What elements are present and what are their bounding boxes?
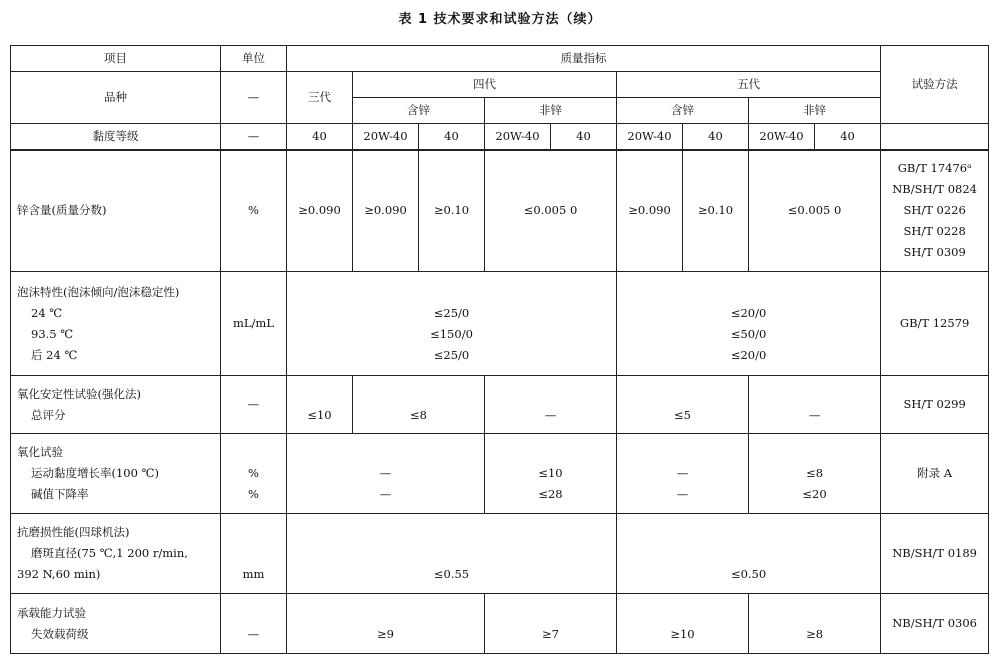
ox-gen4-nonzinc-1: ≤10 bbox=[538, 466, 563, 480]
foam-gen34-2: ≤150/0 bbox=[430, 326, 473, 341]
zinc-method-3: SH/T 0226 bbox=[903, 203, 966, 218]
foam-unit: mL/mL bbox=[221, 272, 287, 376]
grade-gen5-nonzinc-b: 40 bbox=[815, 124, 881, 150]
ox-sub-1: 运动黏度增长率(100 ℃) bbox=[31, 466, 159, 480]
oxs-gen5-nonzinc bbox=[749, 376, 881, 434]
header-gen4-nonzinc: 非锌 bbox=[485, 98, 617, 124]
wear-unit-val: mm bbox=[242, 567, 265, 581]
table-caption: 表 1 技术要求和试验方法（续） bbox=[398, 12, 602, 27]
load-gen4-nonzinc bbox=[485, 594, 617, 654]
ox-gen34-zinc bbox=[287, 434, 485, 514]
foam-sub-2: 93.5 ℃ bbox=[31, 326, 74, 341]
header-test-method: 试验方法 bbox=[881, 46, 989, 124]
grade-gen5-zinc-a: 20W-40 bbox=[617, 124, 683, 150]
header-row-2 bbox=[11, 72, 989, 98]
load-sub: 失效载荷级 bbox=[31, 626, 89, 641]
zinc-gen4-nonzinc: ≤0.005 0 bbox=[485, 150, 617, 272]
header-variety-unit: — bbox=[221, 72, 287, 124]
wear-item bbox=[11, 514, 221, 594]
ox-unit-1: % bbox=[248, 466, 259, 480]
grade-gen4-nonzinc-a: 20W-40 bbox=[485, 124, 551, 150]
header-variety: 品种 bbox=[11, 72, 221, 124]
tech-requirements-table bbox=[10, 45, 989, 654]
ox-gen5-nonzinc bbox=[749, 434, 881, 514]
ox-sub-2: 碱值下降率 bbox=[31, 487, 89, 501]
foam-gen34-3: ≤25/0 bbox=[433, 347, 470, 362]
load-gen5-nonzinc-val: ≥8 bbox=[806, 626, 824, 641]
header-grade: 黏度等级 bbox=[11, 124, 221, 150]
oxs-gen3-val: ≤10 bbox=[307, 407, 332, 422]
oxs-gen5-zinc-val: ≤5 bbox=[674, 407, 691, 422]
load-gen5-zinc-val: ≥10 bbox=[670, 626, 695, 641]
ox-gen34-zinc-1: — bbox=[379, 466, 392, 480]
zinc-method-5: SH/T 0309 bbox=[903, 245, 966, 260]
oxs-unit: — bbox=[221, 376, 287, 434]
zinc-method-1: GB/T 17476ᵃ bbox=[897, 161, 972, 176]
ox-gen5-zinc-1: — bbox=[676, 466, 689, 480]
header-gen4: 四代 bbox=[353, 72, 617, 98]
grade-gen3: 40 bbox=[287, 124, 353, 150]
header-gen4-zinc: 含锌 bbox=[353, 98, 485, 124]
row-wear bbox=[11, 514, 989, 594]
zinc-method-4: SH/T 0228 bbox=[903, 224, 966, 239]
row-zinc-content bbox=[11, 150, 989, 272]
header-unit: 单位 bbox=[221, 46, 287, 72]
zinc-unit: % bbox=[221, 150, 287, 272]
header-item: 项目 bbox=[11, 46, 221, 72]
foam-gen5-3: ≤20/0 bbox=[730, 347, 767, 362]
zinc-gen5-zinc-a: ≥0.090 bbox=[617, 150, 683, 272]
zinc-gen5-nonzinc: ≤0.005 0 bbox=[749, 150, 881, 272]
oxs-item bbox=[11, 376, 221, 434]
load-title: 承载能力试验 bbox=[17, 605, 86, 620]
oxs-gen4-nonzinc-val: — bbox=[544, 407, 557, 422]
load-gen5-nonzinc bbox=[749, 594, 881, 654]
foam-method: GB/T 12579 bbox=[881, 272, 989, 376]
ox-item bbox=[11, 434, 221, 514]
grade-gen4-nonzinc-b: 40 bbox=[551, 124, 617, 150]
grade-gen5-nonzinc-a: 20W-40 bbox=[749, 124, 815, 150]
zinc-item: 锌含量(质量分数) bbox=[11, 150, 221, 272]
oxs-gen5-zinc bbox=[617, 376, 749, 434]
row-oxid-stability bbox=[11, 376, 989, 434]
grade-method-empty bbox=[881, 124, 989, 150]
oxs-title: 氧化安定性试验(强化法) bbox=[17, 386, 141, 401]
ox-gen5-nonzinc-2: ≤20 bbox=[802, 487, 827, 501]
header-gen3: 三代 bbox=[287, 72, 353, 124]
ox-title: 氧化试验 bbox=[17, 445, 63, 459]
grade-gen5-zinc-b: 40 bbox=[683, 124, 749, 150]
wear-gen5 bbox=[617, 514, 881, 594]
wear-sub-1: 磨斑直径(75 ℃,1 200 r/min, bbox=[31, 546, 188, 560]
ox-unit bbox=[221, 434, 287, 514]
load-unit bbox=[221, 594, 287, 654]
ox-gen34-zinc-2: — bbox=[379, 487, 392, 501]
header-row-1 bbox=[11, 46, 989, 72]
header-gen5-zinc: 含锌 bbox=[617, 98, 749, 124]
ox-unit-2: % bbox=[248, 487, 259, 501]
foam-gen34 bbox=[287, 272, 617, 376]
ox-gen5-zinc-2: — bbox=[676, 487, 689, 501]
load-gen34-zinc bbox=[287, 594, 485, 654]
zinc-method-2: NB/SH/T 0824 bbox=[892, 182, 977, 197]
foam-gen5 bbox=[617, 272, 881, 376]
zinc-gen3: ≥0.090 bbox=[287, 150, 353, 272]
ox-gen5-nonzinc-1: ≤8 bbox=[806, 466, 824, 480]
foam-gen34-1: ≤25/0 bbox=[433, 305, 470, 320]
oxs-sub: 总评分 bbox=[31, 407, 66, 422]
header-quality: 质量指标 bbox=[287, 46, 881, 72]
zinc-gen4-zinc-a: ≥0.090 bbox=[353, 150, 419, 272]
grade-gen4-zinc-b: 40 bbox=[419, 124, 485, 150]
oxs-gen5-nonzinc-val: — bbox=[808, 407, 821, 422]
wear-gen34-val: ≤0.55 bbox=[433, 567, 470, 581]
oxs-gen4-zinc-val: ≤8 bbox=[410, 407, 427, 422]
row-oxidation bbox=[11, 434, 989, 514]
load-method: NB/SH/T 0306 bbox=[881, 594, 989, 654]
row-foam bbox=[11, 272, 989, 376]
header-row-grade bbox=[11, 124, 989, 150]
load-item bbox=[11, 594, 221, 654]
ox-gen4-nonzinc-2: ≤28 bbox=[538, 487, 563, 501]
foam-sub-1: 24 ℃ bbox=[31, 305, 63, 320]
wear-sub-2: 392 N,60 min) bbox=[17, 567, 101, 581]
foam-title: 泡沫特性(泡沫倾向/泡沫稳定性) bbox=[17, 284, 180, 299]
ox-method: 附录 A bbox=[881, 434, 989, 514]
wear-gen5-val: ≤0.50 bbox=[730, 567, 767, 581]
grade-gen4-zinc-a: 20W-40 bbox=[353, 124, 419, 150]
foam-sub-3: 后 24 ℃ bbox=[31, 347, 78, 362]
load-unit-val: — bbox=[247, 626, 260, 641]
oxs-gen4-nonzinc bbox=[485, 376, 617, 434]
wear-method: NB/SH/T 0189 bbox=[881, 514, 989, 594]
foam-gen5-2: ≤50/0 bbox=[730, 326, 767, 341]
ox-gen5-zinc bbox=[617, 434, 749, 514]
load-gen4-nonzinc-val: ≥7 bbox=[542, 626, 559, 641]
oxs-gen4-zinc bbox=[353, 376, 485, 434]
oxs-gen3 bbox=[287, 376, 353, 434]
header-grade-unit: — bbox=[221, 124, 287, 150]
load-gen5-zinc bbox=[617, 594, 749, 654]
header-gen5: 五代 bbox=[617, 72, 881, 98]
wear-gen34 bbox=[287, 514, 617, 594]
wear-unit bbox=[221, 514, 287, 594]
foam-gen5-1: ≤20/0 bbox=[730, 305, 767, 320]
zinc-gen4-zinc-b: ≥0.10 bbox=[419, 150, 485, 272]
zinc-gen5-zinc-b: ≥0.10 bbox=[683, 150, 749, 272]
load-gen34-zinc-val: ≥9 bbox=[377, 626, 394, 641]
ox-gen4-nonzinc bbox=[485, 434, 617, 514]
foam-item bbox=[11, 272, 221, 376]
header-gen5-nonzinc: 非锌 bbox=[749, 98, 881, 124]
row-load bbox=[11, 594, 989, 654]
zinc-methods bbox=[881, 150, 989, 272]
wear-title: 抗磨损性能(四球机法) bbox=[17, 525, 130, 539]
oxs-method: SH/T 0299 bbox=[881, 376, 989, 434]
